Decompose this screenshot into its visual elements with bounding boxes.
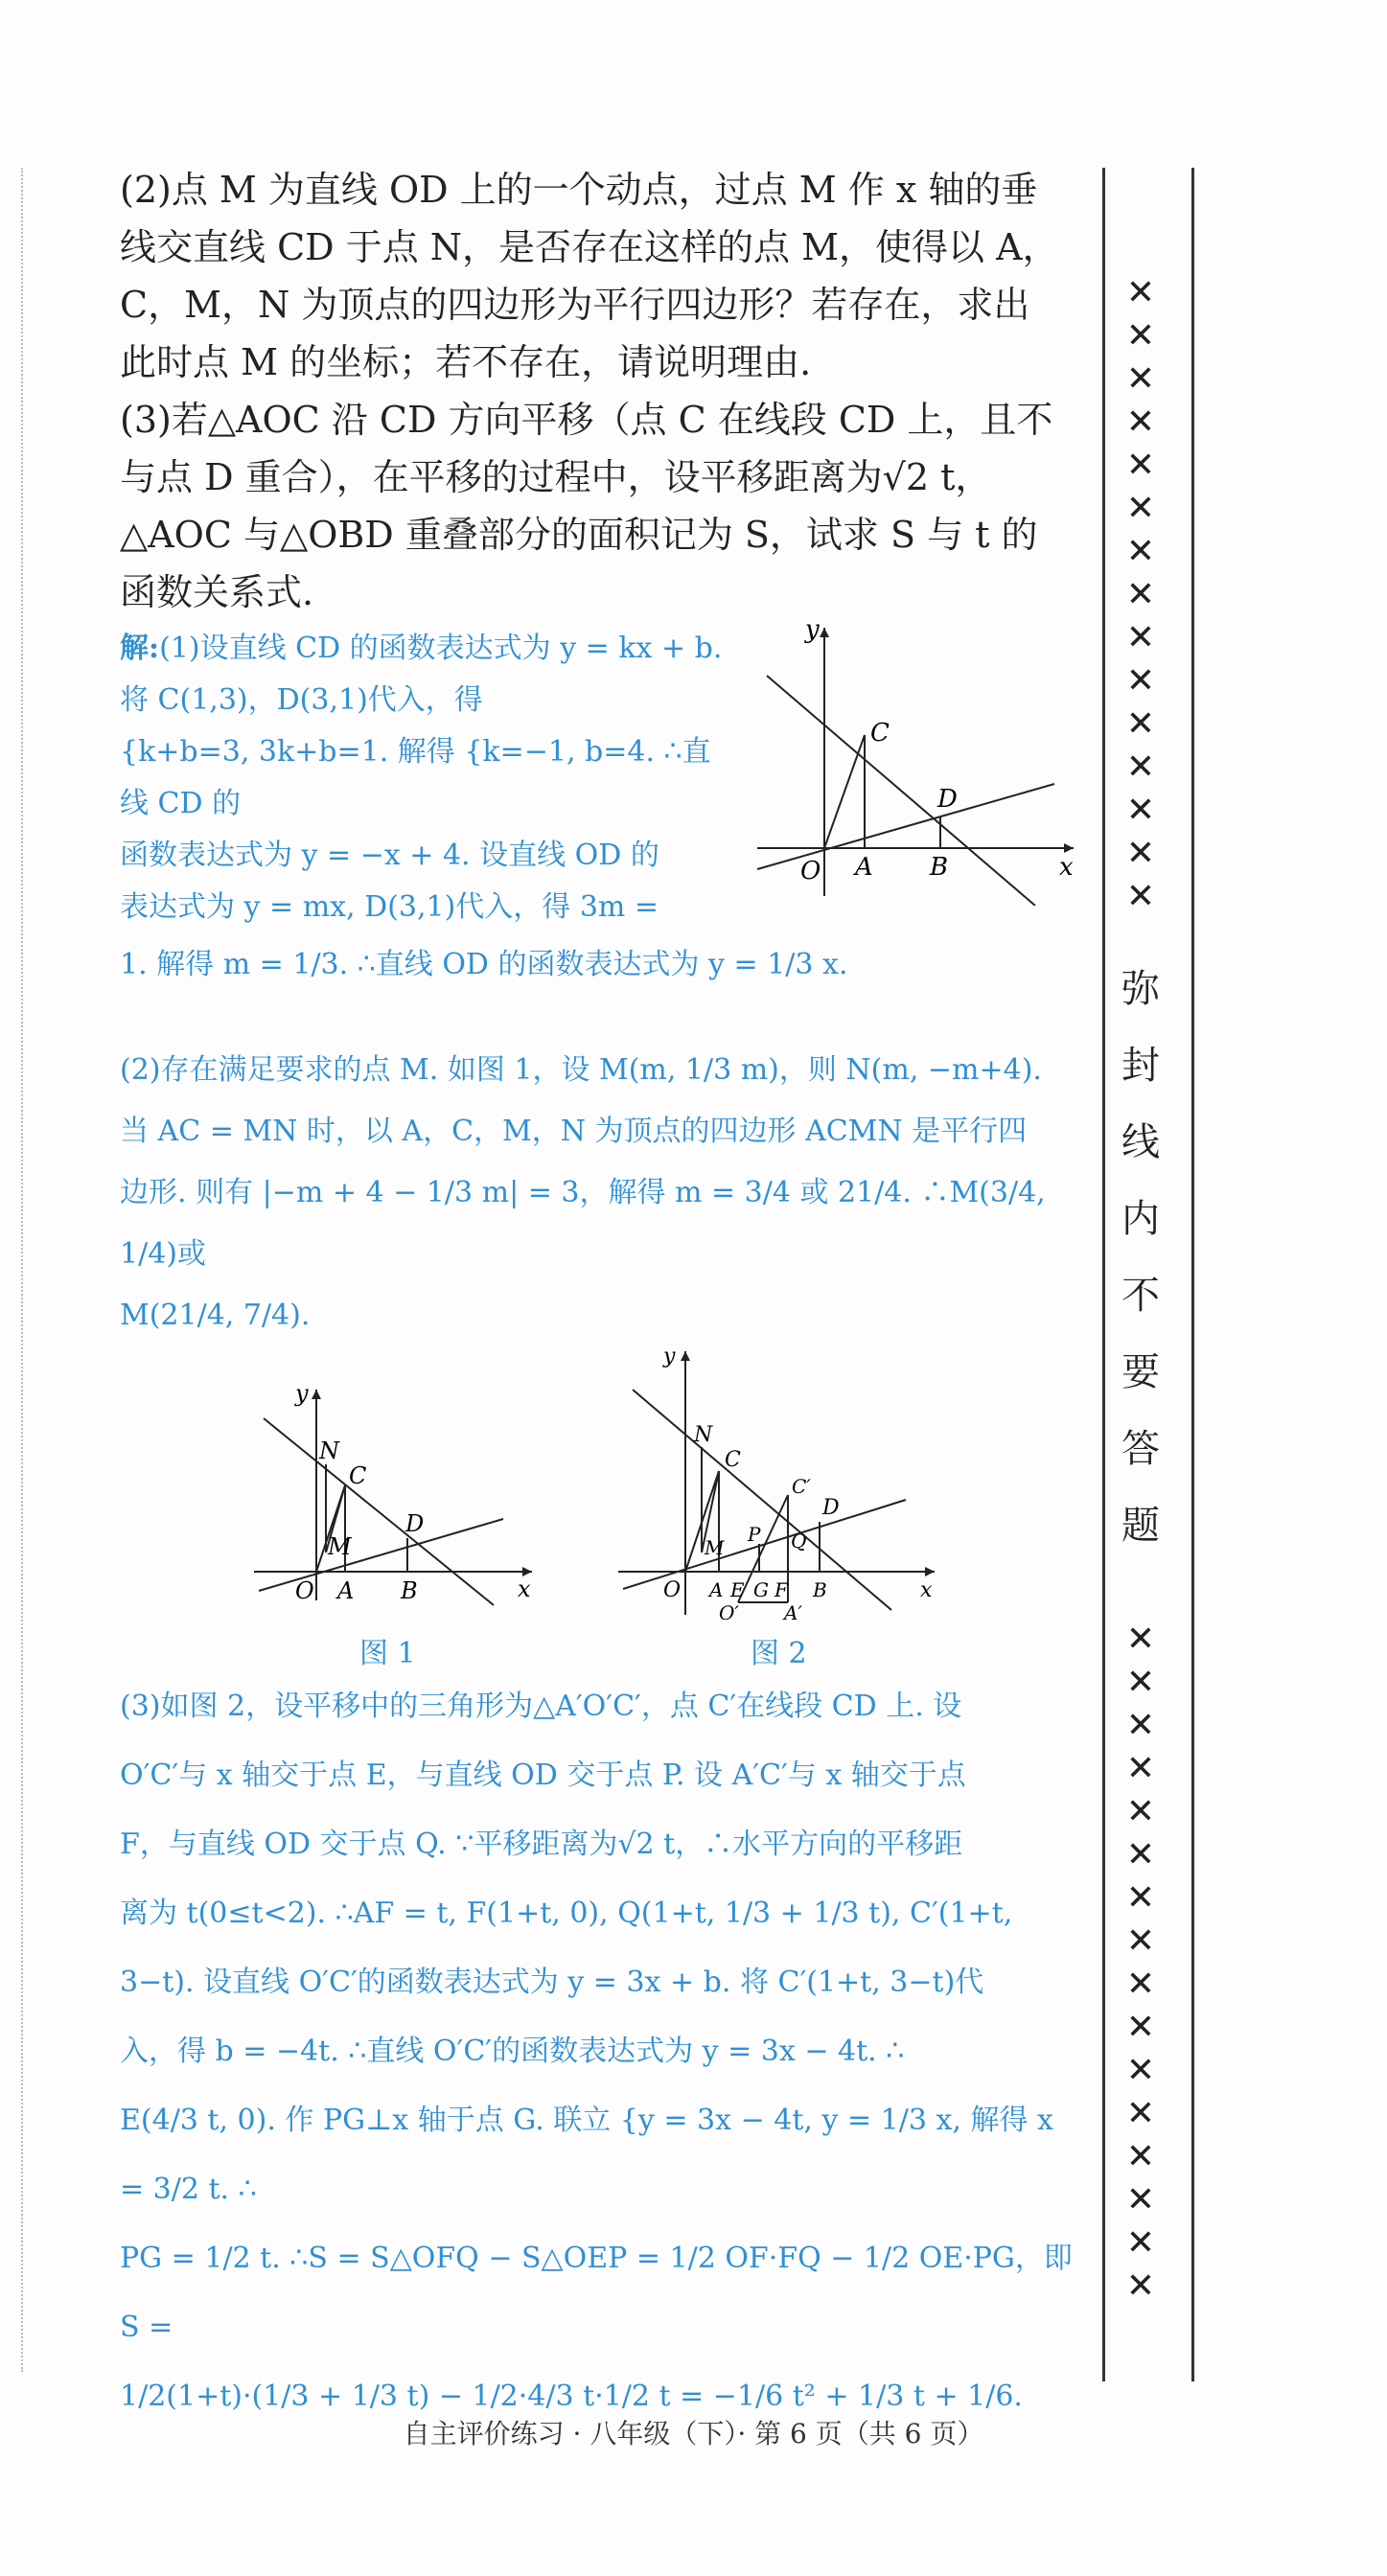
s1-line: 1. 解得 m = 1/3. ∴直线 OD 的函数表达式为 y = 1/3 x. (120, 948, 848, 981)
label-e: E (730, 1578, 745, 1601)
label-n: N (694, 1423, 713, 1447)
label-g: G (753, 1578, 769, 1601)
margin-char: 答 (1121, 1427, 1160, 1471)
s3-line: 入，得 b = −4t. ∴直线 O′C′的函数表达式为 y = 3x − 4t. ∴ (120, 2035, 905, 2068)
label-o-prime: O′ (719, 1601, 739, 1620)
question-part2: (2)点 M 为直线 OD 上的一个动点，过点 M 作 x 轴的垂线交直线 CD 于点 N，是否存在这样的点 M，使得以 A，C，M，N 为顶点的四边形为平行四边形？若存在，求出此时点 M 的坐标；若不存在，请说明理由. (120, 169, 1059, 383)
cross-mark: ✕ (1125, 2180, 1156, 2220)
cross-mark: ✕ (1125, 532, 1156, 571)
margin-char: 要 (1121, 1350, 1160, 1394)
cross-mark: ✕ (1125, 2008, 1156, 2047)
dotted-margin (21, 168, 23, 2372)
cross-mark: ✕ (1125, 446, 1156, 485)
cross-mark: ✕ (1125, 1965, 1156, 2004)
segment-oc (824, 735, 865, 848)
y-arrow (681, 1351, 690, 1361)
x-arrow (1064, 843, 1074, 853)
cross-mark: ✕ (1125, 402, 1156, 442)
cross-mark: ✕ (1125, 791, 1156, 830)
label-c: C (349, 1462, 367, 1489)
line-cd (633, 1390, 891, 1610)
label-d: D (405, 1510, 425, 1537)
s1-line: 表达式为 y = mx, D(3,1)代入，得 3m = (120, 890, 659, 924)
y-arrow (312, 1390, 321, 1399)
label-a: A (709, 1578, 724, 1601)
s1-line: {k+b=3, 3k+b=1. 解得 {k=−1, b=4. ∴直线 CD 的 (120, 735, 711, 820)
figure-1 (249, 1380, 537, 1610)
label-x: x (920, 1578, 933, 1602)
label-y: y (805, 618, 820, 644)
label-d: D (937, 785, 958, 814)
s1-line: (1)设直线 CD 的函数表达式为 y = kx + b. 将 C(1,3)，D(3,1)代入，得 (120, 632, 723, 717)
cross-mark: ✕ (1125, 316, 1156, 356)
cross-mark: ✕ (1125, 877, 1156, 916)
label-m: M (328, 1533, 352, 1560)
cross-mark: ✕ (1125, 661, 1156, 701)
solution-part2 (120, 1040, 1083, 1346)
label-o: O (800, 857, 821, 886)
cross-mark: ✕ (1125, 1706, 1156, 1745)
cross-mark: ✕ (1125, 2266, 1156, 2306)
figure-1-caption: 图 1 (359, 1637, 416, 1670)
cross-mark: ✕ (1125, 1792, 1156, 1831)
label-x: x (1059, 853, 1074, 882)
question-block (120, 161, 1064, 621)
label-b: B (813, 1578, 827, 1601)
page-footer: 自主评价练习 · 八年级（下）· 第 6 页（共 6 页） (403, 2418, 984, 2450)
label-y: y (295, 1380, 309, 1407)
label-n: N (319, 1438, 339, 1464)
s3-line: (3)如图 2，设平移中的三角形为△A′O′C′，点 C′在线段 CD 上. 设 (120, 1690, 962, 1723)
cross-mark: ✕ (1125, 2051, 1156, 2090)
cross-mark: ✕ (1125, 1835, 1156, 1874)
margin-line-left (1102, 168, 1105, 2381)
s3-line: 3−t). 设直线 O′C′的函数表达式为 y = 3x + b. 将 C′(1+t, 3−t)代 (120, 1966, 984, 1999)
cross-mark: ✕ (1125, 1620, 1156, 1659)
cross-mark: ✕ (1125, 618, 1156, 657)
margin-char: 线 (1121, 1120, 1160, 1164)
label-o: O (295, 1577, 314, 1604)
figure-main (748, 618, 1083, 906)
label-x: x (518, 1576, 531, 1602)
s2-line: 边形. 则有 |−m + 4 − 1/3 m| = 3，解得 m = 3/4 或 21/4. ∴M(3/4, 1/4)或 (120, 1176, 1046, 1271)
solution-part1-end (120, 939, 1078, 991)
cross-mark: ✕ (1125, 704, 1156, 744)
cross-mark: ✕ (1125, 1663, 1156, 1702)
label-c: C (725, 1448, 741, 1472)
label-o: O (663, 1578, 682, 1602)
s3-line: F，与直线 OD 交于点 Q. ∵平移距离为√2 t，∴水平方向的平移距 (120, 1828, 963, 1861)
label-b: B (401, 1577, 418, 1604)
label-m: M (705, 1536, 725, 1559)
cross-mark: ✕ (1125, 1878, 1156, 1918)
label-c: C (870, 719, 890, 748)
s3-line: PG = 1/2 t. ∴S = S△OFQ − S△OEP = 1/2 OF·FQ − 1/2 OE·PG，即 S = (120, 2242, 1073, 2344)
label-q: Q (791, 1530, 807, 1552)
cross-mark: ✕ (1125, 834, 1156, 873)
s2-line: M(21/4, 7/4). (120, 1299, 311, 1332)
label-y: y (663, 1345, 676, 1368)
solution-label: 解: (120, 632, 160, 665)
label-p: P (748, 1523, 761, 1546)
label-c-prime: C′ (792, 1475, 811, 1498)
margin-char: 不 (1121, 1274, 1160, 1318)
cross-mark: ✕ (1125, 575, 1156, 614)
s3-line: O′C′与 x 轴交于点 E，与直线 OD 交于点 P. 设 A′C′与 x 轴交于点 (120, 1759, 966, 1792)
solution-part3 (120, 1672, 1083, 2431)
solution-part1 (120, 623, 724, 933)
s2-line: 当 AC = MN 时，以 A，C，M，N 为顶点的四边形 ACMN 是平行四 (120, 1115, 1028, 1148)
margin-char: 内 (1121, 1197, 1160, 1241)
cross-mark: ✕ (1125, 2137, 1156, 2176)
cross-mark: ✕ (1125, 2223, 1156, 2263)
label-a-prime: A′ (784, 1601, 802, 1620)
margin-line-right (1191, 168, 1194, 2381)
label-f: F (774, 1578, 788, 1601)
label-a: A (855, 853, 873, 882)
s2-line: (2)存在满足要求的点 M. 如图 1，设 M(m, 1/3 m)，则 N(m, −m+4). (120, 1053, 1042, 1087)
cross-mark: ✕ (1125, 748, 1156, 787)
cross-mark: ✕ (1125, 2094, 1156, 2133)
cross-mark: ✕ (1125, 1921, 1156, 1961)
label-d: D (822, 1496, 840, 1520)
cross-mark: ✕ (1125, 489, 1156, 528)
figure-2 (613, 1342, 939, 1620)
margin-char: 弥 (1121, 967, 1160, 1011)
label-a: A (337, 1577, 355, 1604)
margin-char: 封 (1121, 1044, 1160, 1088)
s1-line: 函数表达式为 y = −x + 4. 设直线 OD 的 (120, 839, 659, 872)
cross-mark: ✕ (1125, 1749, 1156, 1788)
label-b: B (930, 853, 949, 882)
cross-mark: ✕ (1125, 359, 1156, 399)
y-arrow (820, 628, 829, 637)
s3-line: 1/2(1+t)·(1/3 + 1/3 t) − 1/2·4/3 t·1/2 t = −1/6 t² + 1/3 t + 1/6. (120, 2380, 1023, 2413)
question-part3: (3)若△AOC 沿 CD 方向平移（点 C 在线段 CD 上，且不与点 D 重合），在平移的过程中，设平移距离为√2 t，△AOC 与△OBD 重叠部分的面积记为 S，试求 S 与 t 的函数关系式. (120, 399, 1053, 613)
s3-line: 离为 t(0≤t<2). ∴AF = t, F(1+t, 0), Q(1+t, 1/3 + 1/3 t), C′(1+t, (120, 1897, 1013, 1930)
x-arrow (925, 1567, 935, 1576)
figure-2-caption: 图 2 (751, 1637, 807, 1670)
margin-char: 题 (1121, 1504, 1160, 1548)
s3-line: E(4/3 t, 0). 作 PG⊥x 轴于点 G. 联立 {y = 3x − 4t, y = 1/3 x, 解得 x = 3/2 t. ∴ (120, 2104, 1053, 2206)
cross-mark: ✕ (1125, 273, 1156, 312)
